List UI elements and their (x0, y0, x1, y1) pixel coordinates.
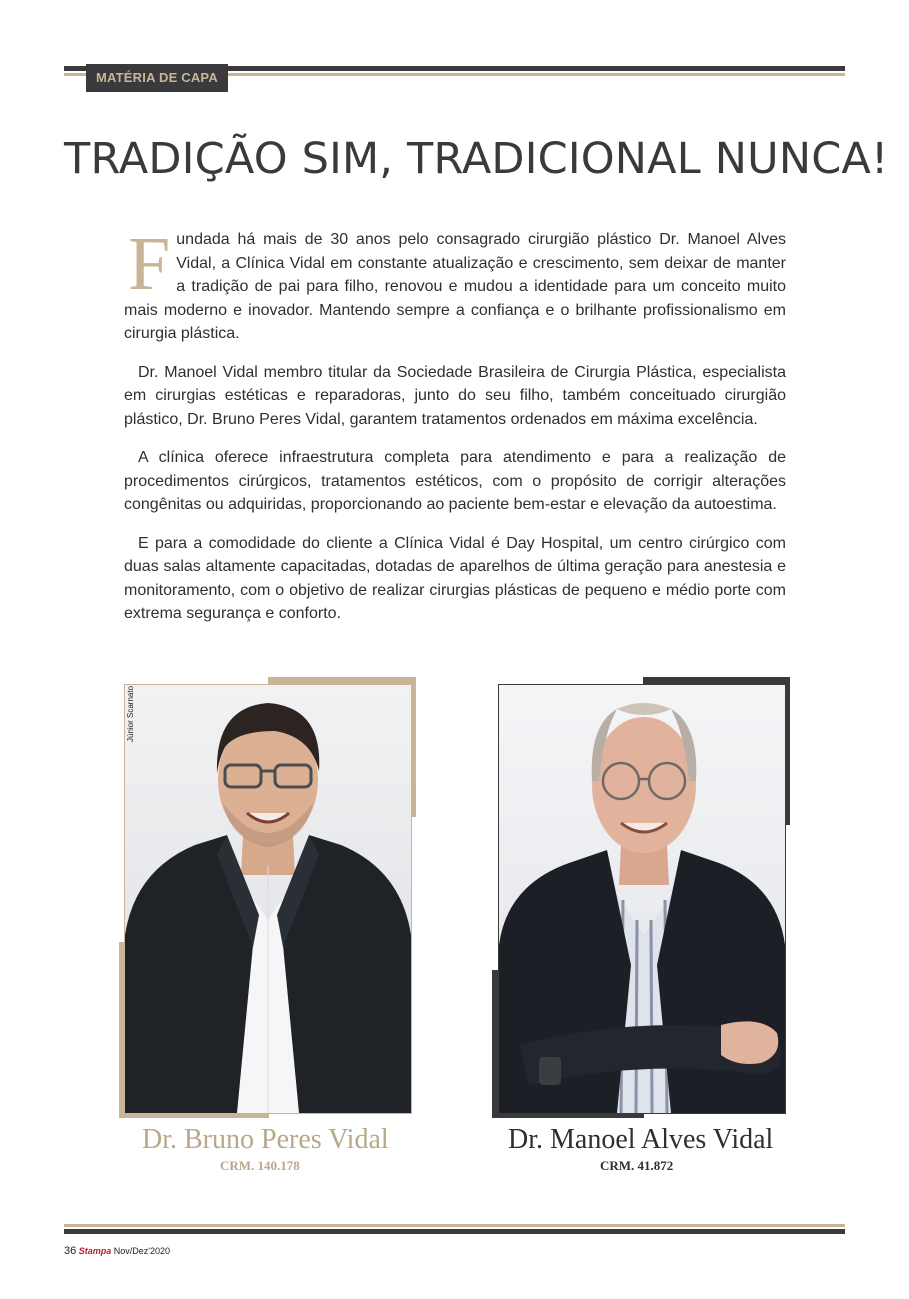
doctor-name-bruno: Dr. Bruno Peres Vidal (142, 1124, 389, 1155)
issue-date: Nov/Dez'2020 (113, 1246, 171, 1256)
article-paragraph-4: E para a comodidade do cliente a Clínica Vidal é Day Hospital, um centro cirúrgico com duas salas altamente capacitadas, dotadas de aparelhos de última geração para anestesia e monitoramento, com o objetivo de realizar cirurgias plásticas de pequeno e médio porte com extrema segurança e conforto. (124, 534, 786, 622)
photo-manoel-alves-vidal (498, 684, 786, 1114)
portrait-manoel-illustration (499, 685, 785, 1113)
article-body (124, 222, 786, 641)
doctor-crm-bruno: CRM. 140.178 (220, 1158, 300, 1173)
article-paragraph-1-text: undada há mais de 30 anos pelo consagrado cirurgião plástico Dr. Manoel Alves Vidal, a Clínica Vidal em constante atualização e crescimento, sem deixar de manter a tradição de pai para filho, renovou e mudou a identidade para um conceito muito mais moderno e inovador. Mantendo sempre a confiança e o brilhante profissionalismo em cirurgia plástica. (124, 231, 786, 342)
photo-accent-top-right (643, 677, 790, 684)
photo-accent-top-left (268, 677, 416, 684)
doctor-crm-manoel: CRM. 41.872 (600, 1158, 674, 1173)
article-paragraph-3: A clínica oferece infraestrutura completa para atendimento e para a realização de procedimentos cirúrgicos, tratamentos estéticos, com o propósito de corrigir alterações congênitas ou adquiridas, proporcionando ao paciente bem-estar e elevação da autoestima. (124, 449, 786, 513)
section-tag: MATÉRIA DE CAPA (86, 64, 228, 92)
magazine-name: Stampa (78, 1246, 112, 1256)
photo-bruno-peres-vidal (124, 684, 412, 1114)
photo-credit-text: Júnior Scarnato (126, 685, 135, 742)
doctor-name-manoel: Dr. Manoel Alves Vidal (508, 1124, 774, 1155)
headline: TRADIÇÃO SIM, TRADICIONAL NUNCA! (64, 134, 889, 184)
article-paragraph-1 (124, 222, 786, 346)
footer-rule-dark (64, 1229, 845, 1234)
page-number: 36 (64, 1245, 77, 1257)
footer-rule-gold (64, 1224, 845, 1227)
portrait-bruno-illustration (125, 685, 411, 1113)
drop-cap: F (128, 222, 171, 306)
article-paragraph-2: Dr. Manoel Vidal membro titular da Sociedade Brasileira de Cirurgia Plástica, especialista em cirurgias estéticas e reparadoras, junto do seu filho, também conceituado cirurgião plástico, Dr. Bruno Peres Vidal, garantem tratamentos ordenados em máxima excelência. (124, 363, 786, 428)
photo-credit (124, 685, 136, 790)
page-footer (64, 1245, 170, 1257)
